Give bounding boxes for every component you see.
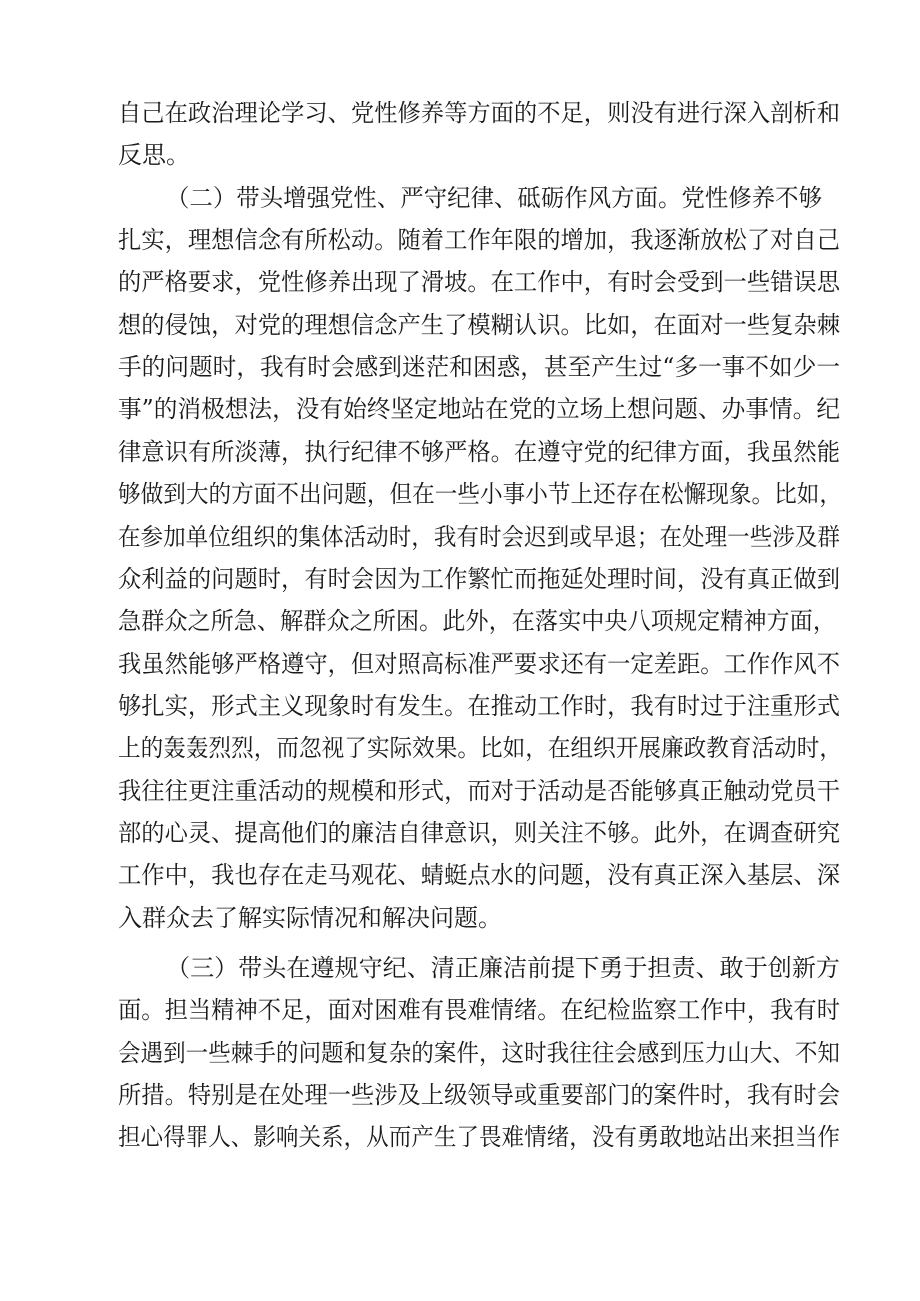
- body-text-line-content: 手的问题时，我有时会感到迷茫和困惑，甚至产生过“多一事不如少一: [118, 353, 840, 382]
- body-text-line: [0, 217, 920, 263]
- body-text-line-content: 反思。: [118, 141, 190, 170]
- body-text-line: [0, 556, 920, 602]
- body-text-line-content: 工作中，我也存在走马观花、蜻蜓点水的问题，没有真正深入基层、深: [118, 861, 840, 890]
- body-text-line-content: 够做到大的方面不出问题，但在一些小事小节上还存在松懈现象。比如，: [118, 480, 842, 509]
- body-text-line-content: （三）带头在遵规守纪、清正廉洁前提下勇于担责、敢于创新方: [166, 954, 840, 982]
- body-text-line-content: 律意识有所淡薄，执行纪律不够严格。在遵守党的纪律方面，我虽然能: [118, 437, 840, 466]
- body-text-line: [0, 259, 920, 305]
- body-text-line-content: 会遇到一些棘手的问题和复杂的案件，这时我往往会感到压力山大、不知: [118, 1038, 840, 1067]
- body-text-line-content: 部的心灵、提高他们的廉洁自律意识，则关注不够。此外，在调查研究: [118, 818, 840, 847]
- body-text-line: [0, 1030, 920, 1076]
- body-text-line-content: 扎实，理想信念有所松动。随着工作年限的增加，我逐渐放松了对自己: [118, 226, 840, 255]
- body-text-line-content: 我虽然能够严格遵守，但对照高标准严要求还有一定差距。工作作风不: [118, 649, 840, 678]
- body-text-line: [0, 895, 920, 941]
- body-text-line-content: 我往往更注重活动的规模和形式，而对于活动是否能够真正触动党员干: [118, 776, 840, 805]
- body-text-line: [0, 386, 920, 432]
- body-text-line-content: 的严格要求，党性修养出现了滑坡。在工作中，有时会受到一些错误思: [118, 268, 840, 297]
- body-text-line-content: 入群众去了解实际情况和解决问题。: [118, 903, 502, 932]
- body-text-line-content: 事”的消极想法，没有始终坚定地站在党的立场上想问题、办事情。纪: [118, 395, 840, 424]
- body-text-line: [0, 683, 920, 729]
- body-text-line-content: （二）带头增强党性、严守纪律、砥砺作风方面。党性修养不够: [166, 183, 822, 212]
- body-text-line: [0, 429, 920, 475]
- body-text-line-content: 自己在政治理论学习、党性修养等方面的不足，则没有进行深入剖析和: [118, 99, 840, 127]
- body-text-line: [0, 598, 920, 644]
- body-text-line: [0, 810, 920, 856]
- body-text-line: [0, 1072, 920, 1118]
- body-text-line-content: 众利益的问题时，有时会因为工作繁忙而拖延处理时间，没有真正做到: [118, 564, 840, 593]
- body-text-line: [0, 768, 920, 814]
- body-text-line: [0, 132, 920, 178]
- body-text-line: [0, 90, 920, 136]
- body-text-line: [0, 641, 920, 687]
- body-text-line-content: 面。担当精神不足，面对困难有畏难情绪。在纪检监察工作中，我有时: [118, 996, 840, 1025]
- body-text-line: [0, 514, 920, 560]
- body-text-line: [0, 945, 920, 991]
- body-text-line: [0, 344, 920, 390]
- body-text-line: [0, 987, 920, 1033]
- body-text-line: [0, 852, 920, 898]
- body-text-line-content: 上的轰轰烈烈，而忽视了实际效果。比如，在组织开展廉政教育活动时，: [118, 734, 842, 763]
- body-text-line-content: 担心得罪人、影响关系，从而产生了畏难情绪，没有勇敢地站出来担当作: [118, 1123, 840, 1152]
- body-text-line-content: 在参加单位组织的集体活动时，我有时会迟到或早退；在处理一些涉及群: [118, 522, 840, 551]
- body-text-line: [0, 471, 920, 517]
- body-text-line: [0, 1114, 920, 1160]
- body-text-line: [0, 175, 920, 221]
- body-text-line-content: 所措。特别是在处理一些涉及上级领导或重要部门的案件时，我有时会: [118, 1081, 840, 1110]
- body-text-line-content: 够扎实，形式主义现象时有发生。在推动工作时，我有时过于注重形式: [118, 691, 840, 720]
- body-text-line: [0, 725, 920, 771]
- body-text-line-content: 急群众之所急、解群众之所困。此外，在落实中央八项规定精神方面，: [118, 607, 836, 636]
- body-text-line-content: 想的侵蚀，对党的理想信念产生了模糊认识。比如，在面对一些复杂棘: [118, 310, 840, 339]
- body-text-line: [0, 302, 920, 348]
